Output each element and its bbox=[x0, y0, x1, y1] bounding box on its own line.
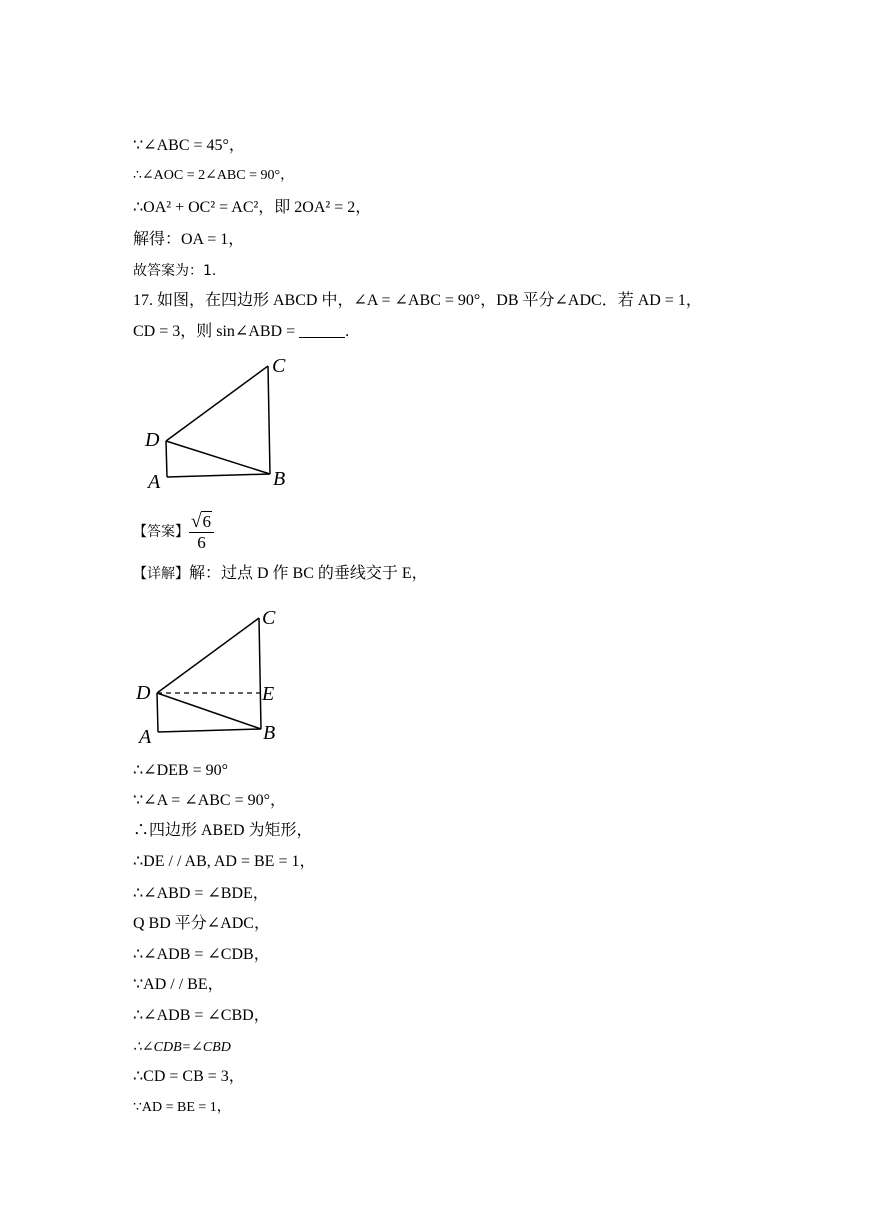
problem-17-line-2-text: CD = 3，则 sin∠ABD = bbox=[133, 323, 300, 340]
detail-row bbox=[133, 564, 428, 584]
step-8: ∵AD / / BE， bbox=[133, 976, 224, 993]
fig1-side-DC bbox=[166, 366, 268, 441]
fig2-label-C: C bbox=[262, 607, 276, 629]
step-9: ∴∠ADB = ∠CBD， bbox=[133, 1007, 270, 1024]
figure-2-quadrilateral-with-E bbox=[133, 604, 333, 754]
answer-denominator: 6 bbox=[197, 532, 206, 552]
fig2-label-D: D bbox=[136, 682, 151, 704]
solution-line-4: 解得：OA = 1， bbox=[133, 231, 245, 248]
step-6: Q BD 平分∠ADC， bbox=[133, 915, 270, 932]
fig2-side-AB bbox=[158, 729, 261, 732]
answer-radicand: 6 bbox=[202, 511, 211, 531]
detail-label: 【详解】 bbox=[133, 566, 189, 582]
step-1: ∴∠DEB = 90° bbox=[133, 762, 229, 779]
fig2-side-DA bbox=[157, 693, 158, 732]
fig2-diagonal-DB bbox=[157, 693, 261, 729]
fig1-side-CB bbox=[268, 366, 270, 474]
problem-17-line-2 bbox=[133, 322, 349, 342]
fig1-side-DA bbox=[166, 441, 167, 477]
answer-blank bbox=[299, 323, 345, 338]
solution-line-5: 故答案为：1. bbox=[133, 263, 217, 279]
fig2-side-CB bbox=[259, 618, 261, 729]
step-10: ∴∠CDB=∠CBD bbox=[133, 1040, 231, 1055]
fig2-label-E: E bbox=[262, 683, 275, 705]
fig1-label-B: B bbox=[273, 468, 286, 490]
fig1-label-C: C bbox=[272, 355, 286, 377]
problem-17-line-2-end: . bbox=[345, 323, 350, 340]
step-11: ∴CD = CB = 3， bbox=[133, 1068, 245, 1085]
step-3: ∴四边形 ABED 为矩形， bbox=[133, 822, 313, 839]
figure-1-quadrilateral bbox=[135, 350, 335, 500]
detail-text: 解：过点 D 作 BC 的垂线交于 E， bbox=[189, 565, 428, 582]
fig2-label-B: B bbox=[263, 722, 276, 744]
solution-line-1: ∵∠ABC = 45°， bbox=[133, 137, 245, 154]
answer-label: 【答案】 bbox=[133, 524, 189, 540]
solution-line-3: ∴OA² + OC² = AC²，即 2OA² = 2， bbox=[133, 199, 372, 216]
fig1-diagonal-DB bbox=[166, 441, 270, 474]
answer-row bbox=[133, 510, 214, 554]
step-5: ∴∠ABD = ∠BDE， bbox=[133, 885, 269, 902]
fig1-label-D: D bbox=[145, 429, 160, 451]
step-12: ∵AD = BE = 1， bbox=[133, 1100, 231, 1115]
solution-line-2: ∴∠AOC = 2∠ABC = 90°， bbox=[133, 168, 295, 183]
answer-fraction: $\frac{√6}{6}$ bbox=[189, 512, 214, 553]
fig1-side-AB bbox=[167, 474, 270, 477]
fig2-label-A: A bbox=[139, 726, 152, 748]
step-2: ∵∠A = ∠ABC = 90°， bbox=[133, 792, 287, 809]
step-7: ∴∠ADB = ∠CDB， bbox=[133, 946, 270, 963]
step-4: ∴DE / / AB, AD = BE = 1， bbox=[133, 853, 316, 870]
problem-17-line-1: 17. 如图，在四边形 ABCD 中，∠A = ∠ABC = 90°，DB 平分∠ADC．若 AD = 1， bbox=[133, 292, 702, 309]
fig2-side-DC bbox=[157, 618, 259, 693]
fig1-label-A: A bbox=[148, 471, 161, 493]
